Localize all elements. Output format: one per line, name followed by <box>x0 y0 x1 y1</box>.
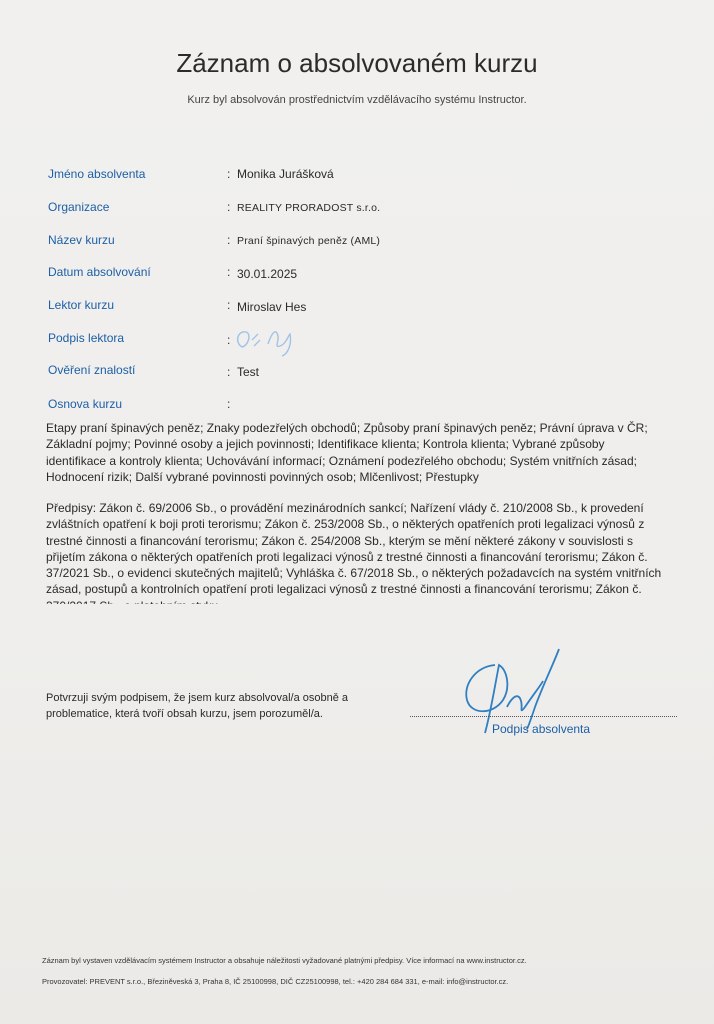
field-colon: : <box>227 167 231 181</box>
signature-line <box>410 716 677 717</box>
confirmation-statement: Potvrzuji svým podpisem, že jsem kurz absolvoval/a osobně a problematice, která tvoří obsah kurzu, jsem porozuměl/a. <box>46 692 349 720</box>
field-row-organization <box>0 200 714 220</box>
field-colon: : <box>227 397 231 411</box>
field-colon: : <box>227 200 231 214</box>
lecturer-signature-icon <box>232 322 302 362</box>
field-label: Organizace <box>48 200 110 214</box>
field-row-lecturer-signature <box>0 331 714 351</box>
field-label: Datum absolvování <box>48 265 151 279</box>
field-row-course-outline <box>0 397 714 417</box>
field-label: Název kurzu <box>48 233 115 247</box>
field-row-lecturer <box>0 298 714 318</box>
field-value: 30.01.2025 <box>237 267 298 281</box>
field-value: Miroslav Hes <box>237 300 307 314</box>
field-label: Lektor kurzu <box>48 298 115 312</box>
field-colon: : <box>227 265 231 279</box>
course-outline-text: Etapy praní špinavých peněz; Znaky podezřelých obchodů; Způsoby praní špinavých peněz; Právní úprava v ČR; Základní pojmy; Povinné osoby a jejich povinnosti; Identifikace klienta; Kontrola klienta; Vybrané způsoby identifikace a kontroly klienta; Uchovávání informací; Oznámení podezřelého obchodu; Systém vnitřních zásad; Hodnocení rizik; Další vybrané povinnosti povinných osob; Mlčenlivost; Přestupky <box>46 421 648 484</box>
field-row-completion-date <box>0 265 714 285</box>
field-row-course-name <box>0 233 714 253</box>
torn-edge <box>40 604 680 618</box>
field-colon: : <box>227 333 231 347</box>
field-colon: : <box>227 365 231 379</box>
field-label: Osnova kurzu <box>48 397 123 411</box>
footer-line-2: Provozovatel: PREVENT s.r.o., Březiněveská 3, Praha 8, IČ 25100998, DIČ CZ25100998, tel.: +420 284 684 331, e-mail: info@instructor.cz. <box>42 977 509 986</box>
field-label: Jméno absolventa <box>48 167 146 181</box>
field-value: Test <box>237 365 260 379</box>
field-value: Praní špinavých peněz (AML) <box>237 235 381 247</box>
field-colon: : <box>227 298 231 312</box>
document-title: Záznam o absolvovaném kurzu <box>176 48 538 78</box>
document-subtitle: Kurz byl absolvován prostřednictvím vzdělávacího systému Instructor. <box>187 94 527 106</box>
field-value: Monika Jurášková <box>237 167 334 181</box>
signature-label: Podpis absolventa <box>492 722 591 736</box>
field-label: Podpis lektora <box>48 331 125 345</box>
field-colon: : <box>227 233 231 247</box>
field-row-knowledge-check <box>0 363 714 383</box>
footer-line-1: Záznam byl vystaven vzdělávacím systémem Instructor a obsahuje náležitosti vyžadované platnými předpisy. Více informací na www.instructor.cz. <box>42 956 527 965</box>
field-row-graduate-name <box>0 167 714 187</box>
field-value: REALITY PRORADOST s.r.o. <box>237 202 381 214</box>
field-label: Ověření znalostí <box>48 363 136 377</box>
regulations-text: Předpisy: Zákon č. 69/2006 Sb., o provádění mezinárodních sankcí; Nařízení vlády č. 210/2008 Sb., k provedení zvláštních opatření k boji proti terorismu; Zákon č. 253/2008 Sb., o některých opatřeních proti legalizaci výnosů z trestné činnosti a financování terorismu; Zákon č. 254/2008 Sb., kterým se mění některé zákony v souvislosti s přijetím zákona o některých opatřeních proti legalizaci výnosů z trestné činnosti a financování terorismu; Zákon č. 37/2021 Sb., o evidenci skutečných majitelů; Vyhláška č. 67/2018 Sb., o některých požadavcích na systém vnitřních zásad, postupů a kontrolních opatření proti legalizaci výnosů z trestné činnosti a financování terorismu; Zákon č. <box>46 501 662 597</box>
